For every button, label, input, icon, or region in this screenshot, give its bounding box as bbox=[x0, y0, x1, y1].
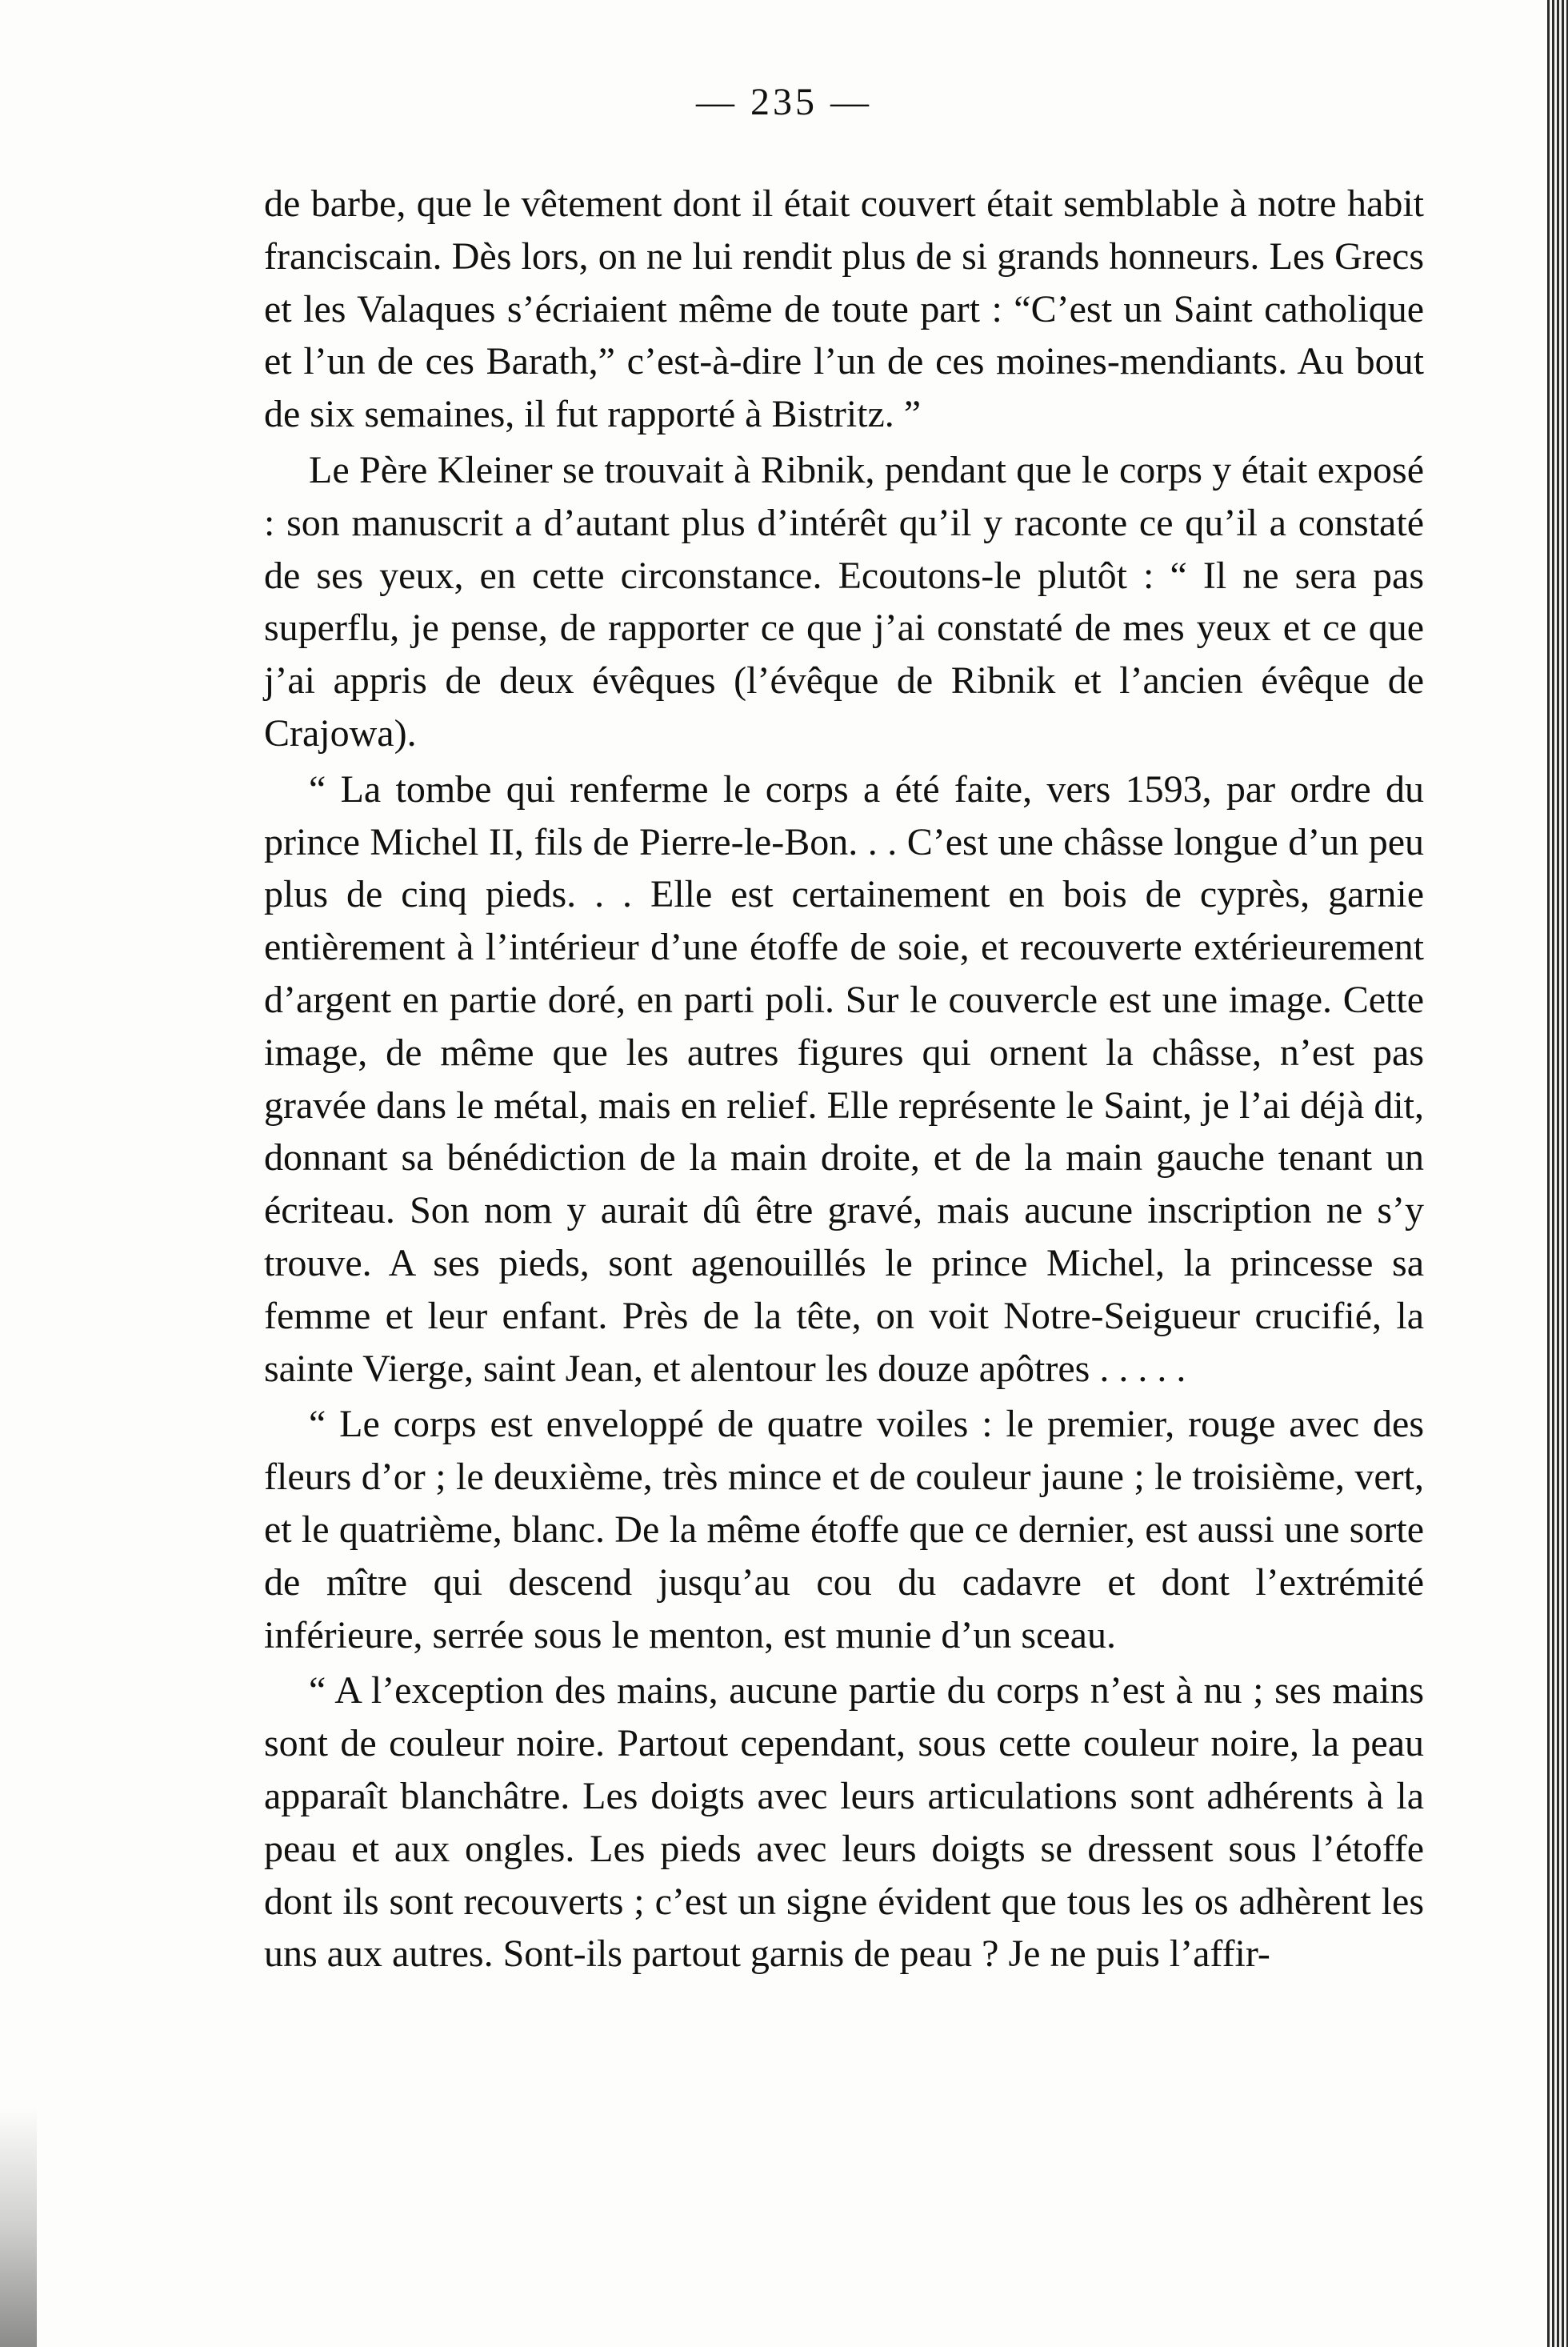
paragraph-4: “ Le corps est enveloppé de quatre voiles : le premier, rouge avec des fleurs d’or ; le deuxième, très mince et de couleur jaune ; le troisième, vert, et le quatrième, blanc. De la même étoffe que ce dernier, est aussi une sorte de mître qui descend jusqu’au cou du cadavre et dont l’extrémité inférieure, serrée sous le menton, est munie d’un sceau. bbox=[264, 1403, 1424, 1656]
paragraph-2: Le Père Kleiner se trouvait à Ribnik, pendant que le corps y était exposé : son manuscrit a d’autant plus d’intérêt qu’il y raconte ce qu’il a constaté de ses yeux, en cette circonstance. Ecoutons-le plutôt : “ Il ne sera pas superflu, je pense, de rapporter ce que j’ai constaté de mes yeux et ce que j’ai appris de deux évêques (l’évêque de Ribnik et l’ancien évêque de Crajowa). bbox=[264, 448, 1424, 755]
paragraph-1: de barbe, que le vêtement dont il était couvert était semblable à notre habit franciscain. Dès lors, on ne lui rendit plus de si grands honneurs. Les Grecs et les Valaques s’écriaient même de toute part : “C’est un Saint catholique et l’un de ces Barath,” c’est-à-dire l’un de ces moines-mendiants. Au bout de six semaines, il fut rapporté à Bistritz. ” bbox=[264, 182, 1424, 436]
paragraph-3: “ La tombe qui renferme le corps a été faite, vers 1593, par ordre du prince Michel II, fils de Pierre-le-Bon. . . C’est une châsse longue d’un peu plus de cinq pieds. . . Elle est certainement en bois de cyprès, garnie entièrement à l’intérieur d’une étoffe de soie, et recouverte extérieurement d’argent en partie doré, en parti poli. Sur le couvercle est une image. Cette image, de même que les autres figures qui ornent la châsse, n’est pas gravée dans le métal, mais en relief. Elle représente le Saint, je l’ai déjà dit, donnant sa bénédiction de la main droite, et de la main gauche tenant un écriteau. Son nom y aurait dû être gravé, mais aucune inscription ne s’y trouve. A ses pieds, sont agenouillés le prince Michel, la princesse sa femme et leur enfant. Près de la tête, on voit Notre-Seigueur crucifié, la sainte Vierge, saint Jean, et alentour les douze apôtres . . . . . bbox=[264, 767, 1424, 1390]
page-edge-binding bbox=[1547, 0, 1568, 2347]
scan-shadow bbox=[0, 2107, 37, 2347]
paragraph-5: “ A l’exception des mains, aucune partie du corps n’est à nu ; ses mains sont de couleur noire. Partout cependant, sous cette couleur noire, la peau apparaît blanchâtre. Les doigts avec leurs articulations sont adhérents à la peau et aux ongles. Les pieds avec leurs doigts se dressent sous l’étoffe dont ils sont recouverts ; c’est un signe évident que tous les os adhèrent les uns aux autres. Sont-ils partout garnis de peau ? Je ne puis l’affir- bbox=[264, 1669, 1424, 1976]
page-number: — 235 — bbox=[696, 81, 872, 123]
body-text bbox=[264, 178, 1424, 1981]
